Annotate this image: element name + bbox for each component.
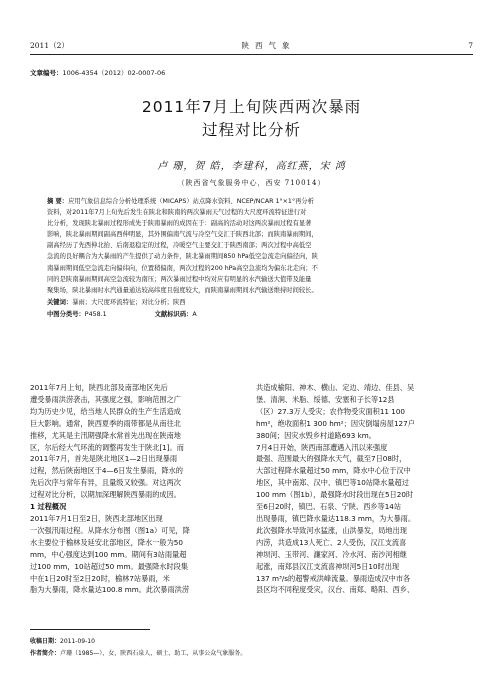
body-line: hm²，绝收面积1 300 hm²；因灾倒塌房屋127户	[256, 418, 415, 428]
body-line: 2011年7月上旬，陕西北部及南部地区先后	[30, 383, 168, 392]
author-bio-value: 卢珊（1985—），女，陕西石泉人，硕士，助工，从事公众气象服务。	[60, 650, 247, 657]
received-date	[30, 636, 95, 645]
body-line: 7月4日开始，陕西南部遭遇入汛以来强度	[256, 442, 388, 452]
classification	[47, 309, 197, 318]
section-heading: 1 过程概况	[30, 502, 67, 512]
title-line-2: 过程对比分析	[201, 121, 301, 139]
received-label: 收稿日期：	[30, 638, 61, 645]
article-number	[30, 68, 165, 77]
keywords-label: 关键词：	[47, 299, 73, 306]
journal-name: 陕西气象	[241, 40, 296, 50]
body-line: 地区，其中南郑、汉中、镇巴等10站降水量超过	[256, 478, 409, 488]
body-line: 共造成榆阳、神木、横山、定边、靖边、佳县、吴	[256, 383, 415, 392]
body-line: （区）27.3万人受灾；农作物受灾面积11 100	[256, 406, 405, 416]
author-bio-label: 作者简介：	[30, 650, 61, 657]
body-line: 起涨，南郑县汉江支流喜神坝河5日10时出现	[256, 561, 400, 571]
author-bio	[30, 648, 246, 657]
body-line: 2011年7月1日至2日，陕西北部地区出现	[30, 513, 163, 523]
keywords-value: 暴雨；大尺度环流特征；对比分析；陕西	[72, 299, 186, 306]
body-line: 出现暴雨，镇巴降水量达118.3 mm，为大暴雨。	[256, 513, 416, 523]
keywords	[47, 297, 186, 306]
title-line-1: 2011年7月上旬陕西两次暴雨	[141, 98, 362, 116]
abstract-line: 急流的良好耦合为大暴雨的产生提供了动力条件，陕北暴雨期间850 hPa低空急流走向偏径向，陕	[47, 253, 318, 261]
body-line: 137 m³/s的超警戒洪峰流量。暴雨造成汉中市各	[256, 573, 411, 583]
abstract-line: 比分析，发现陕北暴雨过程形成先于陕南暴雨的成因在于：副高的活动对这两次暴雨过程有显著	[47, 220, 312, 228]
body-line: 脂为大暴雨，降水量达100.8 mm。此次暴雨洪涝	[30, 585, 190, 595]
body-line: 推移，尤其是主汛期强降水常首先出现在陕南地	[30, 430, 181, 440]
abstract-line: 聚集场，陕北暴雨时水汽通量通达较高纬度且强度较大，而陕南暴雨期间水汽输送维持时间较长。	[47, 286, 318, 294]
article-number-value: 1006-4354（2012）02-0007-06	[62, 69, 166, 77]
abstract	[47, 196, 459, 296]
body-line: 巨大影响。通常，陕西夏季的雨带都是从南往北	[30, 418, 181, 428]
affiliation: （陕西省气象服务中心，西安 710014）	[177, 179, 326, 187]
body-line: 堡、清涧、米脂、绥德、安塞和子长等12县	[256, 394, 395, 404]
clc-value: P458.1	[84, 311, 107, 318]
body-line: 内涝，共造成13人死亡、2人受伤，汉江支流喜	[256, 537, 407, 547]
right-column	[256, 382, 468, 596]
abstract-line: 摘 要：应用气象信息综合分析处理系统（MICAPS）站点降水资料、NCEP/NCAR 1°×1°再分析	[47, 198, 314, 205]
received-value: 2011-09-10	[60, 638, 95, 645]
body-line: 遭受暴雨洪涝袭击，其强度之强，影响范围之广	[30, 394, 181, 404]
abstract-line: 同的是陕南暴雨期间高空急流较为南压；两次暴雨过程中均对应有明显的水汽输送大值带及能量	[47, 275, 312, 283]
body-line: 380间；因灾水毁乡村道路693 km。	[256, 430, 376, 440]
body-line: 至6日20时，镇巴、石泉、宁陕、西乡等14站	[256, 502, 402, 512]
left-column	[30, 382, 242, 596]
abstract-line: 副高经历了先西伸北抬、后南退稳定的过程，冷暖空气主要交汇于陕西南部；两次过程中高低空	[47, 242, 312, 250]
header-rule	[30, 54, 473, 55]
body-line: 中在1日20时至2日20时，榆林7站暴雨，米	[30, 573, 170, 583]
body-line: 区，尔后经大气环流的调整再发生于陕北[1]。而	[30, 442, 184, 452]
body-line: mm，中心强度达到100 mm。期间有3站雨量超	[30, 549, 187, 559]
body-line: 均为历史少见，给当地人民群众的生产生活造成	[30, 406, 181, 416]
doc-code-value: A	[192, 311, 197, 318]
page-number: 7	[468, 40, 473, 50]
doc-code-label: 文献标识码：	[154, 311, 193, 318]
authors: 卢 珊，贺 皓，李建科，高红燕，宋 鸿	[157, 161, 346, 172]
body-line: 县区均不同程度受灾，汉台、南郑、略阳、西乡、	[256, 585, 415, 595]
body-line: 过100 mm，10站超过50 mm。最强降水时段集	[30, 561, 189, 571]
article-number-label: 文章编号：	[30, 69, 63, 77]
body-line: 过程对比分析，以期加深理解陕西暴雨的成因。	[30, 490, 181, 500]
clc-label: 中图分类号：	[47, 311, 85, 318]
abstract-label: 摘 要：	[47, 198, 69, 205]
body-line: 100 mm（图1b），最强降水时段出现在5日20时	[256, 490, 414, 500]
abstract-line: 资料，对2011年7月上旬先后发生在陕北和陕南的两次暴雨天气过程的大尺度环流特征进行对	[47, 209, 307, 217]
running-head	[30, 38, 473, 52]
abstract-line: 南暴雨期间低空急流走向偏纬向，位置稍偏南，两次过程的200 hPa高空急流均为偏东北走向；不	[47, 264, 318, 272]
body-line: 神坝河、玉带河、濂家河、冷水河、南沙河相继	[256, 549, 407, 559]
body-line: 此次强降水导致河水猛涨，山洪暴发，局地出现	[256, 525, 407, 535]
body-line: 过程，然后陕南地区于4—6日发生暴雨，降水的	[30, 466, 183, 476]
body-line: 大部过程降水量超过50 mm，降水中心位于汉中	[256, 466, 411, 476]
body-line: 水主要位于榆林及延安北部地区，降水一般为50	[30, 537, 183, 547]
footnote-rule	[30, 629, 150, 630]
body-line: 先后次序与常年有异，且量级又较强。对这两次	[30, 478, 181, 488]
body-line: 2011年7月，首先是陕北地区1—2日出现暴雨	[30, 454, 178, 464]
abstract-line: 影响，陕北暴雨期间副高西伸明显，其外围偏南气流与冷空气交汇于陕西北部；而陕南暴雨期间，	[47, 231, 318, 239]
body-line: 最强、范围最大的强降水天气，截至7日08时，	[256, 454, 407, 464]
body-line: 一次强汛雨过程。从降水分布图（图1a）可见，降	[30, 525, 190, 535]
issue-label: 2011（2）	[30, 40, 69, 50]
